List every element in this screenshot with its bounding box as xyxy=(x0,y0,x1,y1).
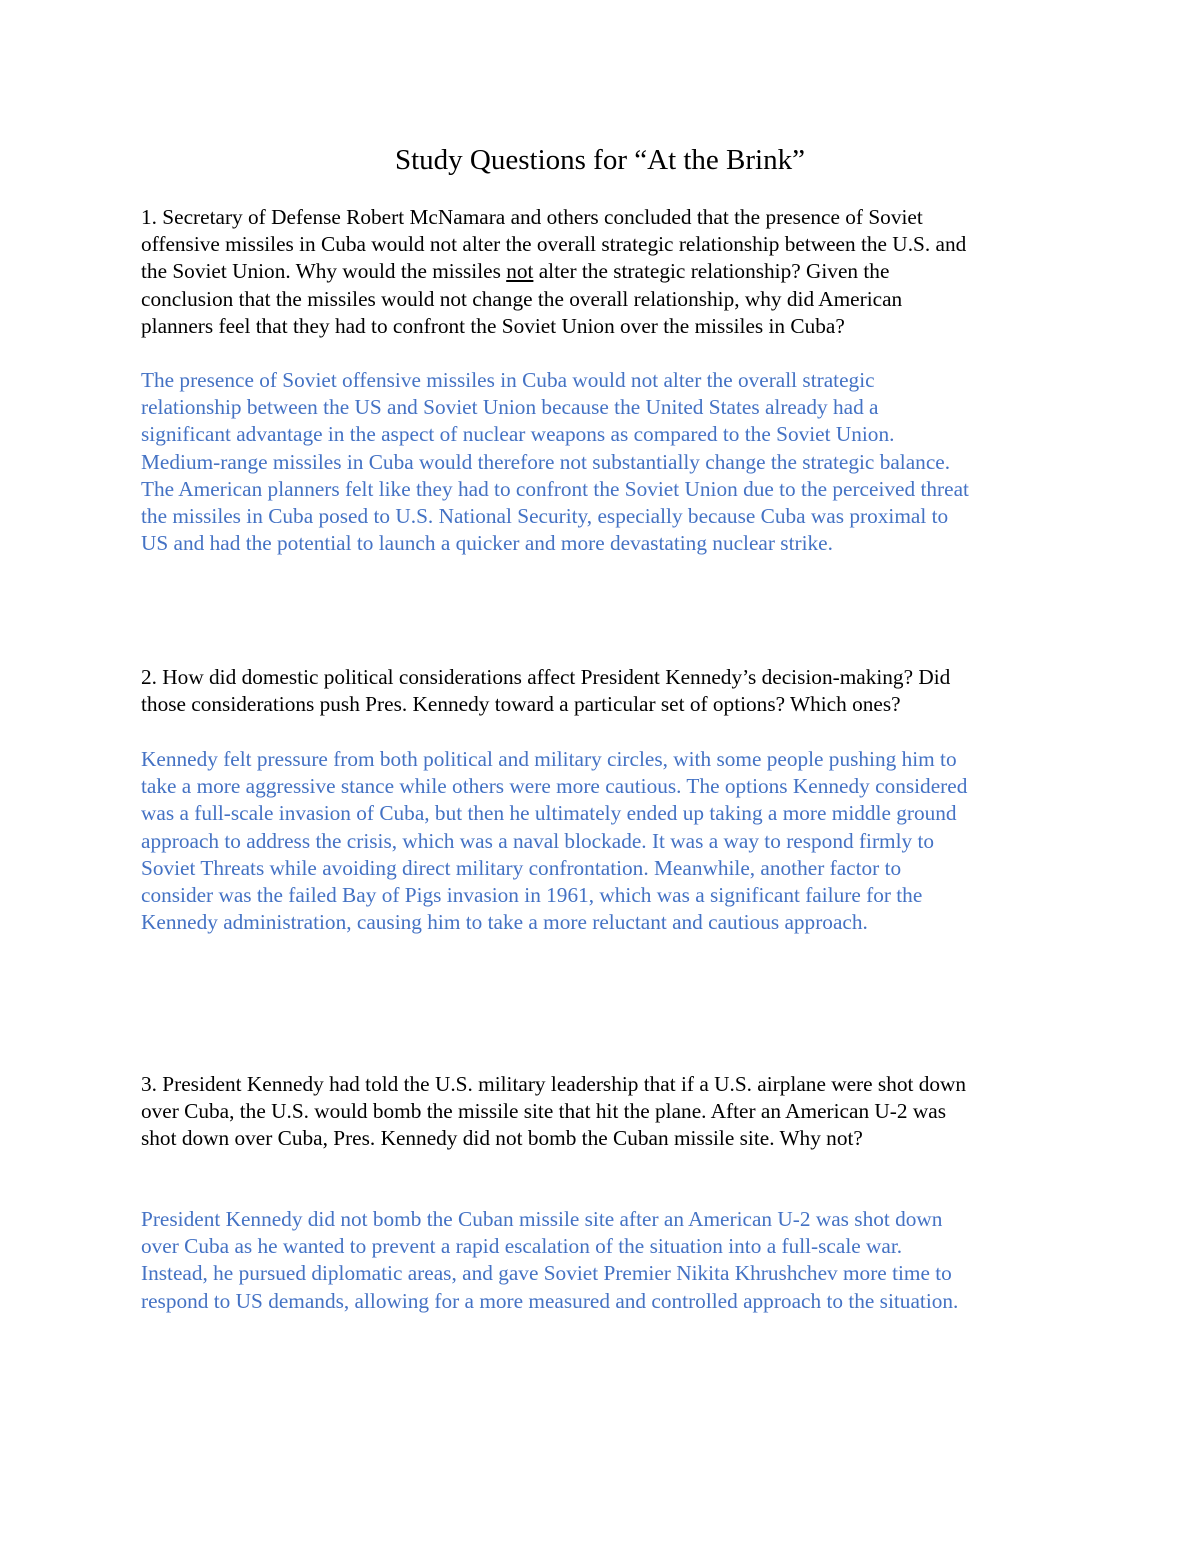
answer-1-line-2: relationship between the US and Soviet Union because the United States already had a xyxy=(141,395,879,420)
question-1-line-1: 1. Secretary of Defense Robert McNamara and others concluded that the presence of Soviet xyxy=(141,205,923,229)
question-1-line-3-start: the Soviet Union. Why would the missiles xyxy=(141,259,507,284)
question-1-line-4: conclusion that the missiles would not change the overall relationship, why did American xyxy=(141,286,903,311)
answer-3-line-4: respond to US demands, allowing for a more measured and controlled approach to the situation. xyxy=(141,1288,959,1313)
question-3 xyxy=(141,1071,1066,1153)
answer-2-line-5: Soviet Threats while avoiding direct military confrontation. Meanwhile, another factor to xyxy=(141,855,902,880)
answer-2-line-7: Kennedy administration, causing him to take a more reluctant and cautious approach. xyxy=(141,910,868,935)
question-3-line-3: shot down over Cuba, Pres. Kennedy did not bomb the Cuban missile site. Why not? xyxy=(141,1126,863,1151)
answer-2-line-4: approach to address the crisis, which was a naval blockade. It was a way to respond firmly to xyxy=(141,828,935,853)
answer-1-line-3: significant advantage in the aspect of nuclear weapons as compared to the Soviet Union. xyxy=(141,422,895,447)
answer-1-line-5: The American planners felt like they had to confront the Soviet Union due to the perceived threat xyxy=(141,476,969,501)
answer-2-line-1: Kennedy felt pressure from both political and military circles, with some people pushing him to xyxy=(141,747,957,771)
answer-3-line-1: President Kennedy did not bomb the Cuban missile site after an American U-2 was shot down xyxy=(141,1207,943,1231)
question-1-line-5: planners feel that they had to confront the Soviet Union over the missiles in Cuba? xyxy=(141,313,845,338)
answer-2-line-6: consider was the failed Bay of Pigs invasion in 1961, which was a significant failure for the xyxy=(141,883,923,908)
question-1-line-3 xyxy=(141,258,1066,285)
question-1-line-2: offensive missiles in Cuba would not alter the overall strategic relationship between the U.S. and xyxy=(141,232,967,257)
answer-3-line-3: Instead, he pursued diplomatic areas, and gave Soviet Premier Nikita Khrushchev more time to xyxy=(141,1261,952,1286)
question-1 xyxy=(141,204,1066,340)
question-2 xyxy=(141,664,1066,718)
question-2-line-1: 2. How did domestic political considerations affect President Kennedy’s decision-making? Did xyxy=(141,665,951,689)
answer-3 xyxy=(141,1206,1066,1315)
answer-1-line-4: Medium-range missiles in Cuba would therefore not substantially change the strategic balance. xyxy=(141,449,951,474)
underlined-not: not xyxy=(506,259,534,284)
answer-2-line-2: take a more aggressive stance while others were more cautious. The options Kennedy considered xyxy=(141,774,968,799)
answer-1 xyxy=(141,367,1066,557)
question-1-line-3-end: alter the strategic relationship? Given the xyxy=(533,259,890,284)
answer-1-line-7: US and had the potential to launch a quicker and more devastating nuclear strike. xyxy=(141,531,833,556)
question-2-line-2: those considerations push Pres. Kennedy toward a particular set of options? Which ones? xyxy=(141,692,901,717)
answer-3-line-2: over Cuba as he wanted to prevent a rapid escalation of the situation into a full-scale war. xyxy=(141,1234,903,1259)
answer-2 xyxy=(141,746,1066,936)
answer-1-line-1: The presence of Soviet offensive missiles in Cuba would not alter the overall strategic xyxy=(141,368,875,392)
answer-2-line-3: was a full-scale invasion of Cuba, but then he ultimately ended up taking a more middle ground xyxy=(141,801,957,826)
answer-1-line-6: the missiles in Cuba posed to U.S. National Security, especially because Cuba was proximal to xyxy=(141,504,949,529)
question-3-line-2: over Cuba, the U.S. would bomb the missile site that hit the plane. After an American U-2 was xyxy=(141,1099,946,1124)
question-3-line-1: 3. President Kennedy had told the U.S. military leadership that if a U.S. airplane were shot down xyxy=(141,1072,967,1096)
document-title: Study Questions for “At the Brink” xyxy=(395,144,805,176)
